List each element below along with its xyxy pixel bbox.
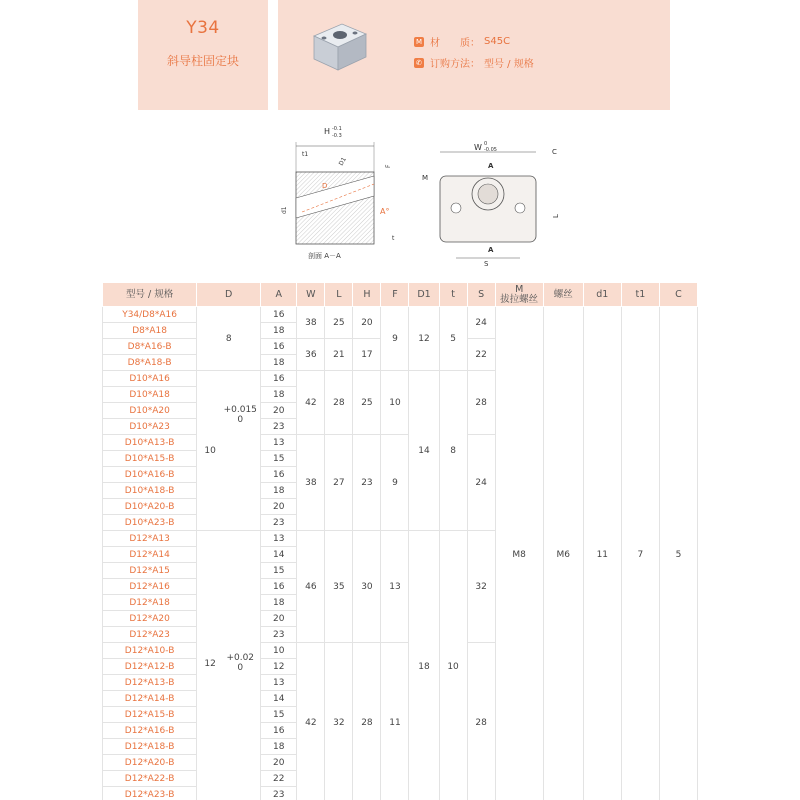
f-cell: 11 (381, 643, 409, 800)
model-cell: D10*A18 (103, 387, 197, 403)
model-cell: D12*A16-B (103, 723, 197, 739)
a-cell: 20 (261, 611, 297, 627)
a-cell: 23 (261, 515, 297, 531)
l-cell: 35 (325, 531, 353, 643)
model-cell: D8*A18-B (103, 355, 197, 371)
th-d1-small: d1 (583, 283, 621, 307)
d1-small-cell: 11 (583, 307, 621, 800)
s-cell: 32 (467, 531, 495, 643)
model-cell: D8*A18 (103, 323, 197, 339)
dim-t: t (392, 235, 395, 242)
h-cell: 20 (353, 307, 381, 339)
model-cell: D12*A23-B (103, 787, 197, 800)
w-cell: 38 (297, 435, 325, 531)
order-label: 订购方法： (430, 59, 480, 70)
product-info-card (278, 0, 670, 110)
h-cell: 30 (353, 531, 381, 643)
t-cell: 8 (439, 371, 467, 531)
model-cell: D10*A16-B (103, 467, 197, 483)
w-cell: 36 (297, 339, 325, 371)
d-value: 10 (204, 446, 216, 456)
dim-h: H (324, 127, 331, 136)
material-icon: M (415, 37, 423, 46)
s-cell: 24 (467, 307, 495, 339)
f-cell: 13 (381, 531, 409, 643)
model-cell: D12*A18 (103, 595, 197, 611)
dim-a: A° (380, 207, 390, 216)
dim-l: L (552, 214, 560, 218)
model-cell: D12*A14 (103, 547, 197, 563)
d-tol (222, 653, 258, 673)
dim-d: D (322, 182, 328, 190)
technical-drawing (262, 118, 582, 268)
a-cell: 20 (261, 755, 297, 771)
a-cell: 15 (261, 707, 297, 723)
s-cell: 22 (467, 339, 495, 371)
h-cell: 25 (353, 371, 381, 435)
d1-cell: 14 (409, 371, 439, 531)
dim-h-tol-bot: -0.3 (332, 133, 342, 139)
dim-w: W (474, 143, 482, 152)
table-row (103, 307, 698, 323)
th-a: A (261, 283, 297, 307)
th-w: W (297, 283, 325, 307)
model-cell: D10*A16 (103, 371, 197, 387)
model-cell: D12*A14-B (103, 691, 197, 707)
d1-cell: 12 (409, 307, 439, 371)
h-cell: 23 (353, 435, 381, 531)
s-cell: 28 (467, 643, 495, 800)
t-cell: 5 (439, 307, 467, 371)
model-cell: D12*A20 (103, 611, 197, 627)
spec-table (102, 282, 698, 800)
model-cell: D10*A20-B (103, 499, 197, 515)
th-model: 型号 / 规格 (103, 283, 197, 307)
a-cell: 14 (261, 691, 297, 707)
d1-cell: 18 (409, 531, 439, 800)
order-value: 型号 / 规格 (484, 59, 534, 70)
model-cell: D12*A15 (103, 563, 197, 579)
dim-d1-label: D1 (337, 156, 348, 167)
th-m-line2: 拔拉螺丝 (500, 293, 539, 305)
model-cell: D12*A15-B (103, 707, 197, 723)
d-cell: 8 (197, 307, 261, 371)
model-cell: D12*A16 (103, 579, 197, 595)
d-tol-bot: 0 (237, 663, 244, 673)
w-cell: 46 (297, 531, 325, 643)
model-cell: D10*A15-B (103, 451, 197, 467)
dim-w-tol-bot: -0.05 (484, 147, 497, 153)
l-cell: 21 (325, 339, 353, 371)
dim-m: M (422, 174, 429, 182)
a-cell: 18 (261, 483, 297, 499)
a-cell: 14 (261, 547, 297, 563)
phone-icon: ✆ (414, 58, 424, 68)
model-cell: D10*A23 (103, 419, 197, 435)
w-cell: 42 (297, 371, 325, 435)
th-d: D (197, 283, 261, 307)
table-header (103, 283, 698, 307)
screw-cell: M6 (543, 307, 583, 800)
a-cell: 13 (261, 675, 297, 691)
dim-f: F (385, 164, 392, 168)
th-l: L (325, 283, 353, 307)
dim-c: C (552, 148, 557, 156)
model-cell: D12*A10-B (103, 643, 197, 659)
a-cell: 12 (261, 659, 297, 675)
model-cell: D12*A12-B (103, 659, 197, 675)
a-cell: 18 (261, 323, 297, 339)
model-cell: D12*A20-B (103, 755, 197, 771)
th-f: F (381, 283, 409, 307)
product-name: 斜导柱固定块 (166, 54, 239, 68)
a-cell: 16 (261, 307, 297, 323)
f-cell: 9 (381, 435, 409, 531)
a-cell: 13 (261, 435, 297, 451)
l-cell: 25 (325, 307, 353, 339)
product-code: Y34 (186, 18, 220, 38)
a-cell: 15 (261, 451, 297, 467)
a-cell: 23 (261, 627, 297, 643)
a-cell: 16 (261, 723, 297, 739)
th-c: C (659, 283, 697, 307)
model-cell: D10*A13-B (103, 435, 197, 451)
d-tol (222, 405, 258, 425)
model-cell: D12*A18-B (103, 739, 197, 755)
a-cell: 18 (261, 387, 297, 403)
s-cell: 24 (467, 435, 495, 531)
s-cell: 28 (467, 371, 495, 435)
h-cell: 17 (353, 339, 381, 371)
th-d1: D1 (409, 283, 439, 307)
a-cell: 18 (261, 739, 297, 755)
th-m-line1: M (515, 283, 524, 295)
a-cell: 20 (261, 499, 297, 515)
arrow-a-top: A (488, 162, 494, 170)
th-m (495, 283, 543, 307)
w-cell: 38 (297, 307, 325, 339)
l-cell: 27 (325, 435, 353, 531)
a-cell: 16 (261, 339, 297, 355)
w-cell: 42 (297, 643, 325, 800)
th-t: t (439, 283, 467, 307)
section-label: 剖面 A－A (308, 252, 341, 260)
dim-d1-side: d1 (281, 206, 288, 214)
arrow-a-bottom: A (488, 246, 494, 254)
a-cell: 10 (261, 643, 297, 659)
f-cell: 10 (381, 371, 409, 435)
d-cell (197, 531, 261, 800)
a-cell: 16 (261, 371, 297, 387)
t-cell: 10 (439, 531, 467, 800)
th-screw: 螺丝 (543, 283, 583, 307)
l-cell: 32 (325, 643, 353, 800)
dim-w-tol-top: 0 (484, 141, 488, 147)
dim-t1: t1 (302, 151, 309, 158)
dim-s: S (484, 260, 489, 268)
d-tol-top: +0.02 (226, 653, 255, 663)
a-cell: 13 (261, 531, 297, 547)
model-cell: Y34/D8*A16 (103, 307, 197, 323)
dim-h-tol-top: -0.1 (332, 126, 342, 132)
a-cell: 18 (261, 595, 297, 611)
a-cell: 23 (261, 787, 297, 800)
a-cell: 23 (261, 419, 297, 435)
order-row (414, 55, 534, 70)
f-cell: 9 (381, 307, 409, 371)
m-cell: M8 (495, 307, 543, 800)
th-s: S (467, 283, 495, 307)
h-cell: 28 (353, 643, 381, 800)
a-cell: 15 (261, 563, 297, 579)
d-value: 12 (204, 659, 216, 669)
model-cell: D10*A20 (103, 403, 197, 419)
product-photo (308, 14, 370, 76)
a-cell: 20 (261, 403, 297, 419)
model-cell: D10*A18-B (103, 483, 197, 499)
product-title-card (138, 0, 268, 110)
a-cell: 16 (261, 579, 297, 595)
c-cell: 5 (659, 307, 697, 800)
model-cell: D12*A13-B (103, 675, 197, 691)
material-value: S45C (484, 36, 511, 47)
a-cell: 18 (261, 355, 297, 371)
model-cell: D12*A23 (103, 627, 197, 643)
model-cell: D12*A13 (103, 531, 197, 547)
th-t1: t1 (621, 283, 659, 307)
l-cell: 28 (325, 371, 353, 435)
a-cell: 16 (261, 467, 297, 483)
material-label: 材 质： (430, 38, 480, 49)
th-h: H (353, 283, 381, 307)
d-cell (197, 371, 261, 531)
d-tol-bot: 0 (237, 415, 244, 425)
model-cell: D12*A22-B (103, 771, 197, 787)
material-row (414, 34, 510, 49)
a-cell: 22 (261, 771, 297, 787)
d-tol-top: +0.015 (223, 405, 257, 415)
model-cell: D8*A16-B (103, 339, 197, 355)
t1-cell: 7 (621, 307, 659, 800)
model-cell: D10*A23-B (103, 515, 197, 531)
